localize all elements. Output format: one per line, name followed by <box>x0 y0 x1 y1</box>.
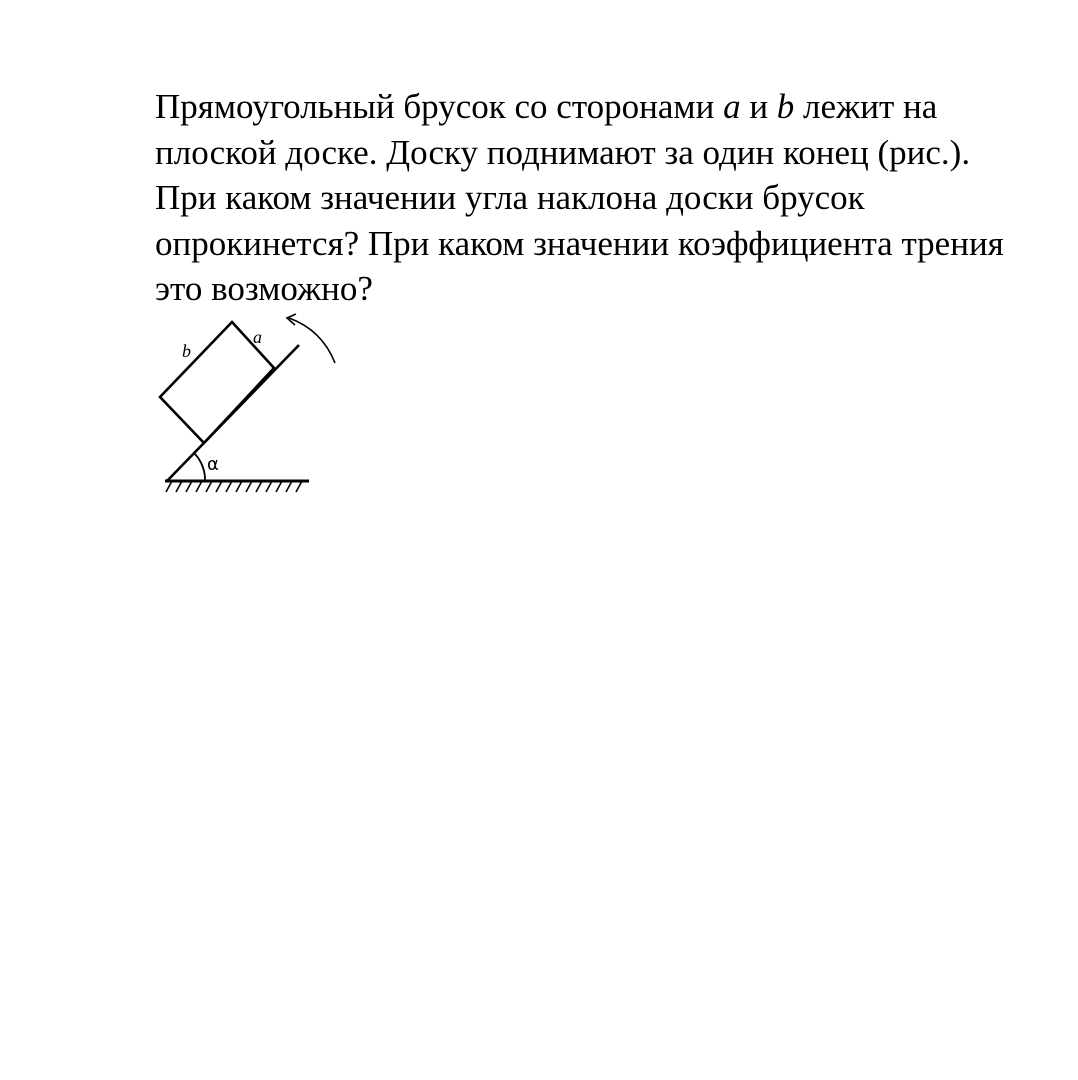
rotation-arrow <box>289 318 335 363</box>
problem-text-part-3: лежит на плоской доске. Доску поднимают за один конец (рис.). При каком значении угла наклона доски брусок опрокинется? При каком значении коэффициента трения это возможно? <box>155 87 1004 308</box>
problem-text-part-2: и <box>740 87 777 126</box>
variable-a: a <box>723 87 741 126</box>
ground-hatching <box>166 481 302 492</box>
problem-text-part-1: Прямоугольный брусок со сторонами <box>155 87 724 126</box>
variable-b: b <box>776 87 795 126</box>
label-a: a <box>253 327 262 347</box>
label-b: b <box>182 341 191 361</box>
angle-arc <box>194 453 205 481</box>
label-alpha: α <box>207 454 219 475</box>
